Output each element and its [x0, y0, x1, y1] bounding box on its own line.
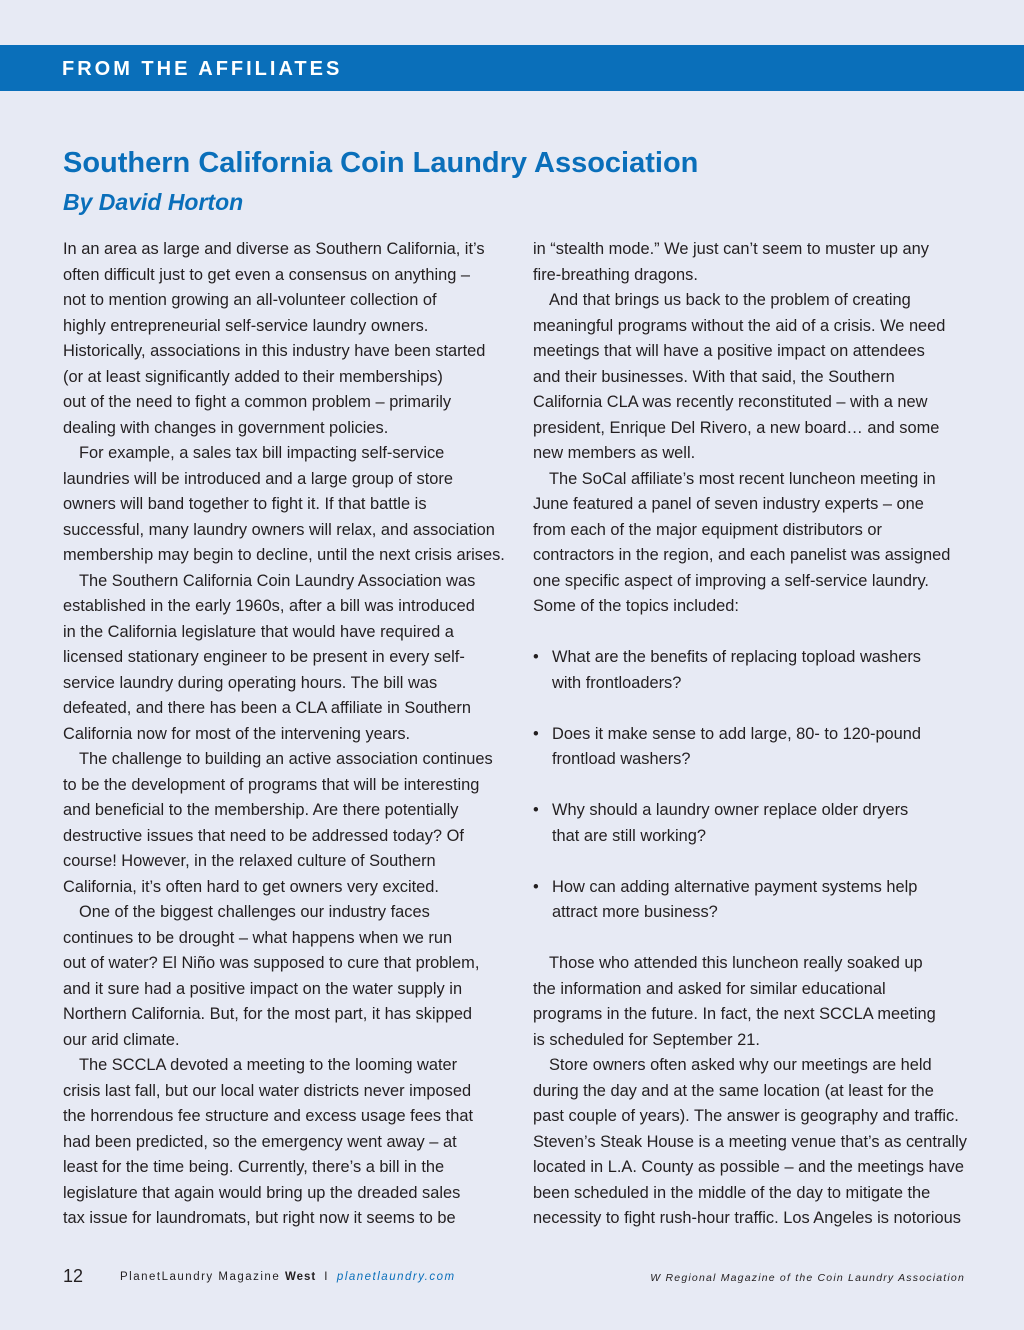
paragraph — [63, 1053, 503, 1232]
magazine-name: PlanetLaundry Magazine — [120, 1271, 281, 1283]
paragraph — [533, 951, 973, 1053]
text-line: meaningful programs without the aid of a crisis. We need — [533, 316, 946, 335]
text-line: For example, a sales tax bill impacting self-service — [79, 444, 445, 462]
text-line: necessity to fight rush-hour traffic. Los Angeles is notorious — [533, 1209, 961, 1227]
paragraph — [533, 237, 973, 288]
text-line: The challenge to building an active association continues — [79, 750, 493, 768]
text-line: legislature that again would bring up the dreaded sales — [63, 1183, 461, 1202]
paragraph — [63, 441, 503, 569]
paragraph — [63, 900, 503, 1053]
page-number: 12 — [63, 1266, 84, 1286]
footer-separator: I — [324, 1271, 329, 1283]
website-link[interactable]: planetlaundry.com — [336, 1271, 456, 1283]
text-line: in “stealth mode.” We just can’t seem to muster up any — [533, 240, 929, 258]
text-line: One of the biggest challenges our industry faces — [79, 903, 430, 921]
text-line: and beneficial to the membership. Are there potentially — [63, 801, 459, 819]
bullet-text-line: with frontloaders? — [552, 673, 682, 692]
right-column — [533, 237, 973, 1232]
text-line: (or at least significantly added to their memberships) — [63, 367, 443, 386]
text-line: California CLA was recently reconstituted – with a new — [533, 393, 928, 411]
text-line: meetings that will have a positive impact on attendees — [533, 342, 925, 360]
text-line: been scheduled in the middle of the day to mitigate the — [533, 1183, 931, 1202]
right-column-bottom — [533, 951, 973, 1232]
page-footer — [0, 1266, 1024, 1290]
bullet-text-line: What are the benefits of replacing topload washers — [552, 648, 922, 666]
bullet-text-line: Why should a laundry owner replace older dryers — [552, 801, 909, 819]
bullet-item — [533, 798, 973, 849]
bullet-text-line: attract more business? — [552, 903, 718, 921]
paragraph — [63, 569, 503, 748]
footer-tagline: W Regional Magazine of the Coin Laundry Association — [650, 1272, 965, 1284]
magazine-credit — [120, 1271, 456, 1283]
bullet-icon: • — [533, 724, 539, 743]
paragraph — [533, 288, 973, 467]
bullet-text-line: frontload washers? — [552, 750, 691, 768]
text-line: course! However, in the relaxed culture of Southern — [63, 852, 436, 870]
magazine-edition: West — [284, 1271, 317, 1283]
paragraph — [63, 747, 503, 900]
text-line: from each of the major equipment distributors or — [533, 520, 882, 539]
text-line: continues to be drought – what happens when we run — [63, 928, 453, 947]
bullet-item — [533, 875, 973, 926]
text-line: and their businesses. With that said, the Southern — [533, 367, 895, 386]
text-line: And that brings us back to the problem of creating — [549, 291, 911, 309]
text-line: past couple of years). The answer is geography and traffic. — [533, 1107, 959, 1125]
text-line: programs in the future. In fact, the next SCCLA meeting — [533, 1005, 936, 1023]
text-line: The Southern California Coin Laundry Association was — [79, 571, 476, 590]
text-line: new members as well. — [533, 444, 696, 462]
bullet-text-line: Does it make sense to add large, 80- to 120-pound — [552, 724, 922, 743]
bullet-item — [533, 722, 973, 773]
text-line: in the California legislature that would have required a — [63, 622, 454, 641]
bullet-icon: • — [533, 877, 539, 896]
text-line: Northern California. But, for the most part, it has skipped — [63, 1005, 473, 1023]
paragraph — [533, 1053, 973, 1232]
text-line: service laundry during operating hours. The bill was — [63, 673, 438, 692]
text-line: the information and asked for similar educational — [533, 979, 886, 998]
text-line: In an area as large and diverse as Southern California, it’s — [63, 240, 485, 258]
text-line: and it sure had a positive impact on the water supply in — [63, 979, 463, 998]
text-line: highly entrepreneurial self-service laundry owners. — [63, 316, 429, 335]
text-line: laundries will be introduced and a large group of store — [63, 469, 453, 488]
bullet-item — [533, 645, 973, 696]
left-column — [63, 237, 503, 1232]
text-line: to be the development of programs that will be interesting — [63, 775, 480, 794]
right-column-top — [533, 237, 973, 620]
text-line: June featured a panel of seven industry experts – one — [533, 495, 924, 513]
text-line: tax issue for laundromats, but right now it seems to be — [63, 1209, 456, 1227]
text-line: Historically, associations in this industry have been started — [63, 342, 486, 360]
text-line: established in the early 1960s, after a bill was introduced — [63, 597, 475, 615]
bullet-list — [533, 645, 973, 951]
text-line: Store owners often asked why our meetings are held — [549, 1056, 932, 1074]
text-line: The SCCLA devoted a meeting to the looming water — [79, 1056, 458, 1074]
text-line: crisis last fall, but our local water districts never imposed — [63, 1081, 472, 1100]
text-line: the horrendous fee structure and excess usage fees that — [63, 1107, 474, 1125]
text-line: out of water? El Niño was supposed to cure that problem, — [63, 954, 480, 972]
text-line: California, it’s often hard to get owners very excited. — [63, 877, 439, 896]
article-byline: By David Horton — [63, 189, 244, 215]
bullet-text-line: How can adding alternative payment systems help — [552, 877, 918, 896]
text-line: Those who attended this luncheon really soaked up — [549, 954, 923, 972]
text-line: during the day and at the same location (at least for the — [533, 1081, 934, 1100]
text-line: membership may begin to decline, until the next crisis arises. — [63, 546, 505, 564]
text-line: California now for most of the intervening years. — [63, 724, 411, 743]
text-line: often difficult just to get even a consensus on anything – — [63, 265, 471, 284]
text-line: least for the time being. Currently, there’s a bill in the — [63, 1158, 445, 1176]
text-line: licensed stationary engineer to be present in every self- — [63, 648, 465, 666]
text-line: fire-breathing dragons. — [533, 265, 698, 284]
text-line: is scheduled for September 21. — [533, 1030, 760, 1049]
text-line: had been predicted, so the emergency went away – at — [63, 1132, 457, 1151]
text-line: president, Enrique Del Rivero, a new board… and some — [533, 418, 940, 437]
section-banner — [0, 45, 1024, 91]
bullet-icon: • — [533, 801, 539, 819]
text-line: not to mention growing an all-volunteer collection of — [63, 291, 437, 309]
paragraph — [63, 237, 503, 441]
article-title: Southern California Coin Laundry Association — [63, 147, 699, 179]
text-line: contractors in the region, and each panelist was assigned — [533, 546, 951, 564]
bullet-icon: • — [533, 648, 539, 666]
text-line: The SoCal affiliate’s most recent luncheon meeting in — [549, 469, 936, 488]
text-line: defeated, and there has been a CLA affiliate in Southern — [63, 699, 471, 717]
text-line: out of the need to fight a common problem – primarily — [63, 393, 452, 411]
text-line: destructive issues that need to be addressed today? Of — [63, 826, 464, 845]
text-line: one specific aspect of improving a self-service laundry. — [533, 571, 929, 590]
section-title: FROM THE AFFILIATES — [62, 58, 343, 80]
paragraph — [533, 467, 973, 620]
text-line: located in L.A. County as possible – and the meetings have — [533, 1158, 964, 1176]
text-line: owners will band together to fight it. If that battle is — [63, 495, 427, 513]
text-line: dealing with changes in government policies. — [63, 418, 389, 437]
text-line: Some of the topics included: — [533, 597, 739, 615]
bullet-text-line: that are still working? — [552, 826, 706, 845]
text-line: successful, many laundry owners will relax, and association — [63, 520, 495, 539]
text-line: Steven’s Steak House is a meeting venue that’s as centrally — [533, 1132, 967, 1151]
text-line: our arid climate. — [63, 1030, 180, 1049]
